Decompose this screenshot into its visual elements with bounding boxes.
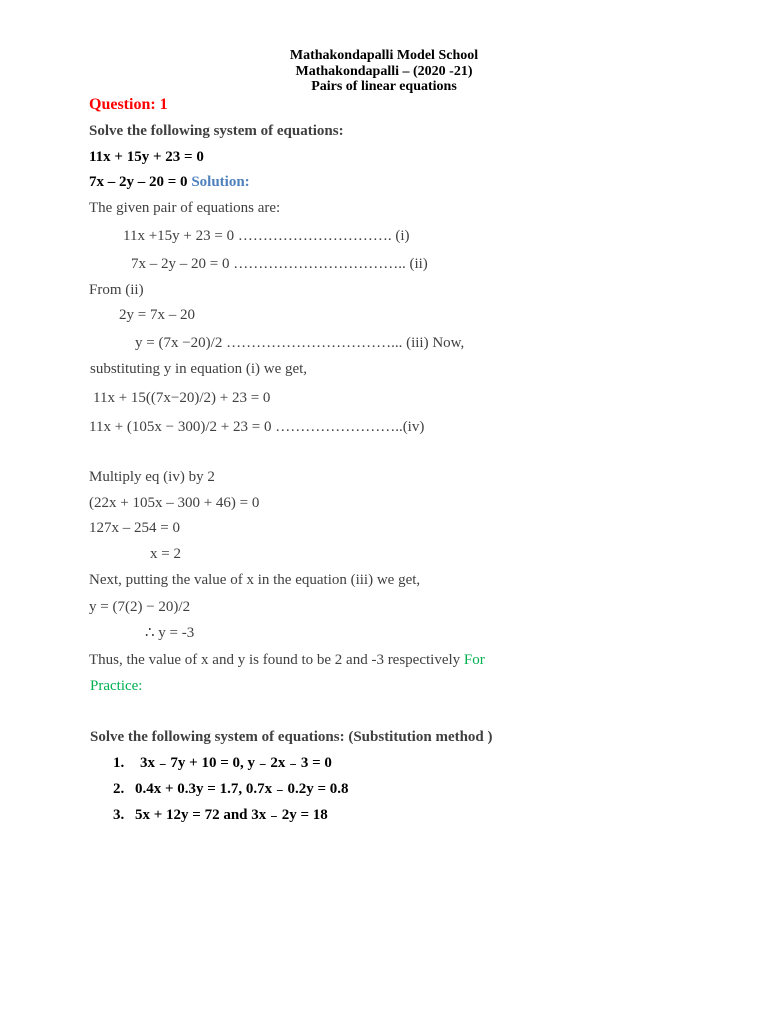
practice-item-text: 5x + 12y = 72 and 3x ₋ 2y = 18 [135, 807, 328, 823]
practice-item-number: 2. [113, 781, 125, 797]
for-label: For [463, 652, 485, 668]
practice-item-number: 1. [113, 755, 125, 771]
solution-line-11: (22x + 105x – 300 + 46) = 0 [89, 495, 260, 511]
solution-line-14: Next, putting the value of x in the equation (iii) we get, [89, 572, 421, 588]
solution-line-4: From (ii) [89, 282, 144, 298]
solution-line-12: 127x – 254 = 0 [89, 520, 180, 536]
solution-line-7: substituting y in equation (i) we get, [90, 361, 308, 377]
practice-item-number: 3. [113, 807, 125, 823]
solution-label: Solution: [191, 174, 250, 190]
place-year: Mathakondapalli – (2020 -21) [295, 64, 473, 79]
conclusion-line [89, 651, 485, 669]
school-name: Mathakondapalli Model School [289, 48, 479, 63]
solution-line-10: Multiply eq (iv) by 2 [89, 469, 215, 485]
equation-2-line [89, 173, 250, 191]
practice-heading: Solve the following system of equations: (Substitution method ) [90, 729, 493, 745]
solution-line-16: ∴ y = -3 [145, 625, 195, 641]
solution-line-8: 11x + 15((7x−20)/2) + 23 = 0 [93, 390, 271, 406]
solution-line-15: y = (7(2) − 20)/2 [89, 599, 191, 615]
practice-item-text: 0.4x + 0.3y = 1.7, 0.7x ₋ 0.2y = 0.8 [135, 781, 349, 797]
practice-item-text: 3x ₋ 7y + 10 = 0, y ₋ 2x ₋ 3 = 0 [140, 755, 332, 771]
solution-line-5: 2y = 7x – 20 [119, 307, 195, 323]
topic-title: Pairs of linear equations [311, 79, 457, 94]
conclusion-text: Thus, the value of x and y is found to be 2 and -3 respectively [89, 652, 461, 668]
solution-line-9: 11x + (105x − 300)/2 + 23 = 0 ……………………..(iv) [89, 419, 425, 435]
practice-item [113, 780, 349, 798]
solution-line-13: x = 2 [150, 546, 181, 562]
solution-line-2: 11x +15y + 23 = 0 …………………………. (i) [123, 228, 410, 244]
solution-line-6: y = (7x −20)/2 ……………………………... (iii) Now, [135, 335, 465, 351]
practice-item [113, 754, 332, 772]
practice-item [113, 806, 328, 824]
question-label: Question: 1 [89, 96, 168, 113]
solution-line-3: 7x – 2y – 20 = 0 …………………………….. (ii) [131, 256, 428, 272]
solution-line-1: The given pair of equations are: [89, 200, 281, 216]
question-prompt: Solve the following system of equations: [89, 123, 344, 139]
equation-1: 11x + 15y + 23 = 0 [89, 149, 204, 165]
practice-label: Practice: [90, 678, 143, 694]
equation-2: 7x – 2y – 20 = 0 [89, 174, 188, 190]
